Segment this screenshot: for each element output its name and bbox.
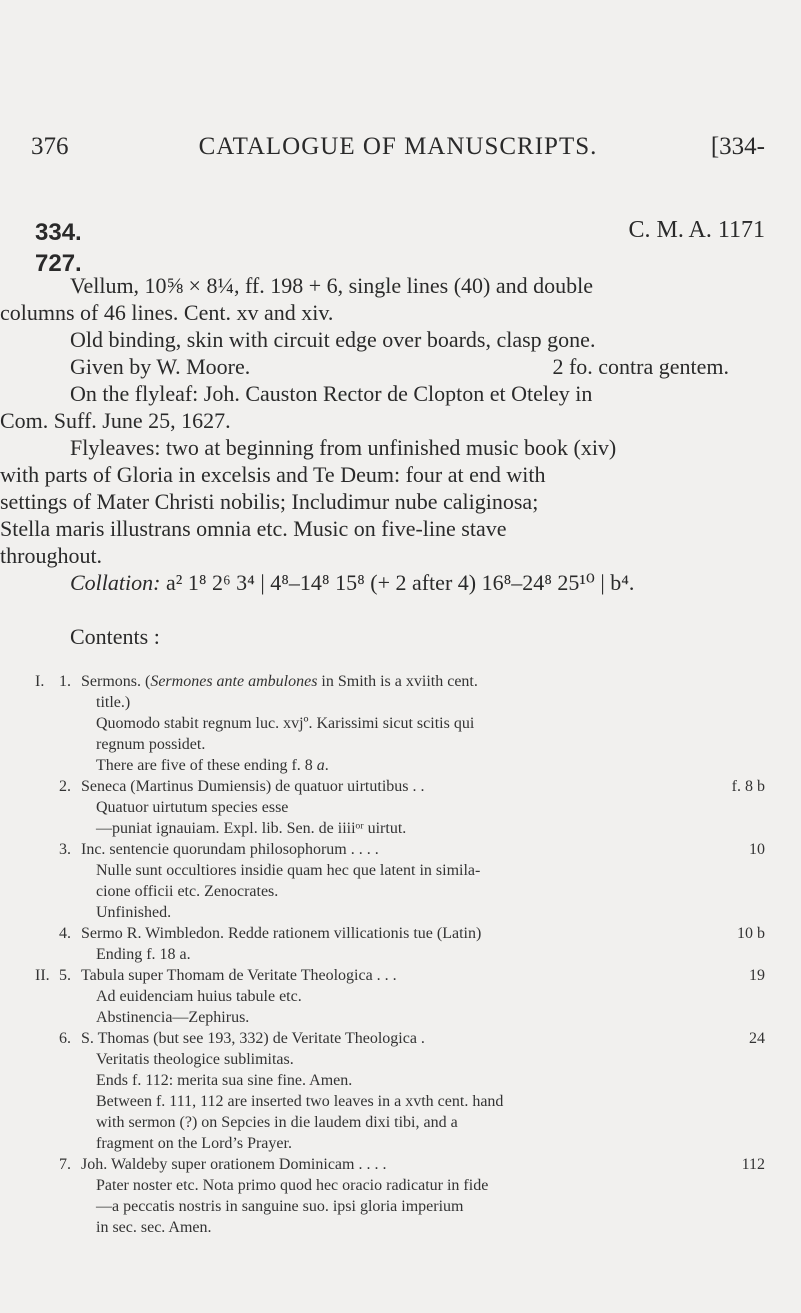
running-head (31, 133, 765, 173)
item-number: 3. (59, 841, 71, 858)
entry-number-secondary: 727. (35, 250, 82, 277)
description-flyleaves: Flyleaves: two at beginning from unfinished music book (xiv) with parts of Gloria in excelsis and Te Deum: four at end with settings of Mater Christi nobilis; Includimur nube caliginosa; Stella maris illustrans omnia etc. Music on five-line stave throughout. (0, 435, 617, 568)
collation (35, 569, 765, 596)
folio-ref: 10 b (737, 925, 765, 942)
contents-label: Contents : (70, 624, 160, 649)
section-label: I. (35, 673, 45, 690)
collation-formula: a² 1⁸ 2⁶ 3⁴ | 4⁸–14⁸ 15⁸ (+ 2 after 4) 16⁸–24⁸ 25¹⁰ | b⁴. (160, 570, 635, 595)
folio-ref: f. 8 b (731, 778, 765, 795)
folio-ref: 24 (749, 1030, 765, 1047)
press-mark: C. M. A. 1171 (628, 217, 765, 243)
folio-ref: 19 (749, 967, 765, 984)
collation-label: Collation: (70, 570, 161, 595)
item-number: 2. (59, 778, 71, 795)
description-binding: Old binding, skin with circuit edge over boards, clasp gone. (70, 327, 596, 352)
entry-range: [334- (710, 133, 765, 160)
catalogue-page: 376 CATALOGUE OF MANUSCRIPTS. [334- 334. 727. C. M. A. 1171 Vellum, 10⅝ × 8¼, ff. 198 + 6, single lines (40) and double columns of 46 lines. Cent. xv and xiv. Old binding, skin with circuit edge over boards, clasp gone. Given by W. Moore. 2 fo. contra gentem. On the flyleaf: Joh. Causton Rector de Clopton et Oteley in Com. Suff. June 25, 1627. Flyleaves: two at beginning from unfinished music book (xiv) with parts of Gloria in excelsis and Te Deum: four at end with settings of Mater Christi nobilis; Includimur nube caliginosa; Stella maris illustrans omnia etc. Music on five-line stave throughout. Collation: a² 1⁸ 2⁶ 3⁴ | 4⁸–14⁸ 15⁸ (+ 2 after 4) 16⁸–24⁸ 25¹⁰ | b⁴. Contents : I. 1. Sermons. (Sermones ante ambulones in Smith is a xviith cent. title.) Quomodo stabit regnum luc. xvjº. Karissimi sicut scitis qui regnum possidet. There are five of these ending f. 8 a. 2. Seneca (Martinus Dumiensis) de quatuor uirtutibus . . Quatuor uirtutum species esse —puniat ignauiam. Expl. lib. Sen. de iiiiᵒʳ uirtut. f. 8 b 3. Inc. sentencie quorundam philosophorum . . . . Nulle sunt occultiores insidie quam hec que latent in simila- cione officii etc. Zenocrates. Unfinished. 10 4. Sermo R. Wimbledon. Redde rationem villicationis tue (Latin) Ending f. 18 a. 10 b II. 5. Tabula super Thomam de Veritate Theologica . . . Ad euidenciam huius tabule etc. Abstinencia—Zephirus. 19 6. S. Thomas (but see 193, 332) de Veritate Theologica . Veritatis theologice sublimitas. Ends f. 112: merita sua sine fine. Amen. Between f. 111, 112 are inserted two leaves in a xvth cent. hand with sermon (?) on Sepcies in die laudem dixi tibi, and a fragment on the Lord’s Prayer. 24 7. Joh. Waldeby super orationem Dominicam . . . . Pater noster etc. Nota primo quod hec oracio radicatur in fide —a peccatis nostris in sanguine suo. ipsi gloria imperium in sec. sec. Amen. 112 (0, 133, 765, 1236)
item-number: 4. (59, 925, 71, 942)
item-number: 5. (59, 967, 71, 984)
running-title: CATALOGUE OF MANUSCRIPTS. (198, 133, 598, 160)
item-number: 1. (59, 673, 71, 690)
folio-ref: 112 (741, 1156, 765, 1173)
second-folio: 2 fo. contra gentem. (552, 354, 729, 379)
item-number: 6. (59, 1030, 71, 1047)
description-donor: Given by W. Moore. 2 fo. contra gentem. (70, 354, 729, 379)
description-vellum: Vellum, 10⅝ × 8¼, ff. 198 + 6, single lines (40) and double columns of 46 lines. Cent. xv and xiv. (0, 273, 594, 325)
section-label: II. (35, 967, 50, 984)
description-flyleaf-note: On the flyleaf: Joh. Causton Rector de Clopton et Oteley in Com. Suff. June 25, 1627. (0, 381, 593, 433)
item-number: 7. (59, 1156, 71, 1173)
entry-number-primary: 334. (35, 219, 82, 246)
folio-ref: 10 (749, 841, 765, 858)
page-number: 376 (31, 133, 69, 160)
entry-numbers (35, 217, 82, 279)
